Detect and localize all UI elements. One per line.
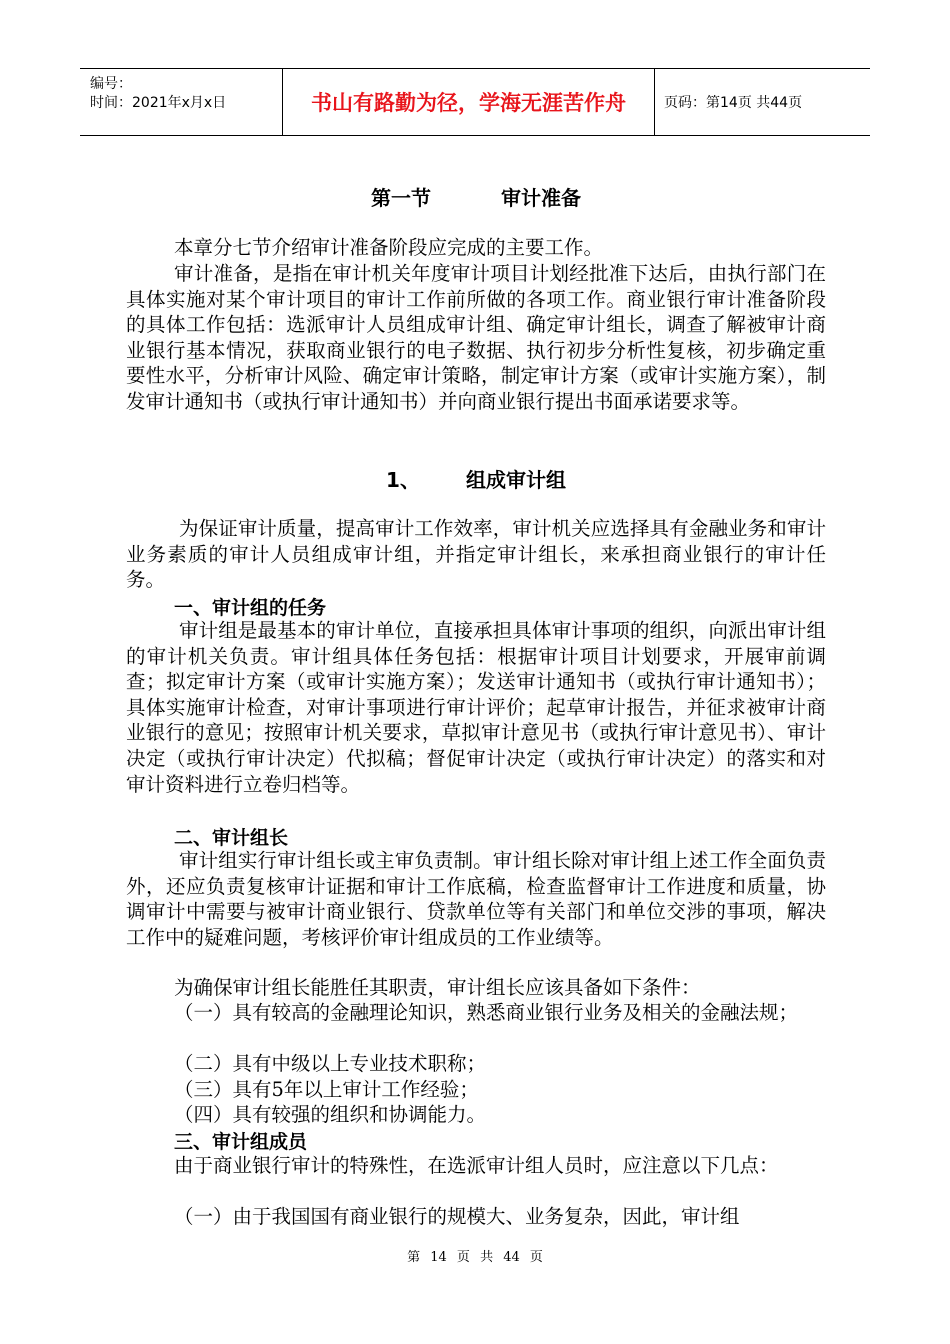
- member-item-1: （一）由于我国国有商业银行的规模大、业务复杂，因此，审计组: [174, 1205, 740, 1228]
- heading-number: 1、: [386, 468, 420, 492]
- condition-item-1: （一）具有较高的金融理论知识，熟悉商业银行业务及相关的金融法规；: [174, 1001, 799, 1024]
- section-title: [126, 182, 826, 211]
- paragraph-leader-body: 审计组实行审计组长或主审负责制。审计组长除对审计组上述工作全面负责外，还应负责复核审计证据和审计工作底稿，检查监督审计工作进度和质量，协调审计中需要与被审计商业银行、贷款单位等有关部门和单位交涉的事项，解决工作中的疑难问题，考核评价审计组成员的工作业绩等。: [126, 849, 826, 949]
- header-page-label: 页码：第14页 共44页: [664, 95, 803, 111]
- header-motto: 书山有路勤为径，学海无涯苦作舟: [282, 69, 655, 135]
- header-meta: [80, 69, 282, 135]
- paragraph-member-body: 由于商业银行审计的特殊性，在选派审计组人员时，应注意以下几点：: [174, 1154, 779, 1177]
- condition-item-2: （二）具有中级以上专业技术职称；: [174, 1052, 487, 1075]
- page-footer: 第 14 页 共 44 页: [407, 1250, 543, 1265]
- header-date: 时间：2021年x月x日: [90, 95, 227, 111]
- paragraph-task-body: 审计组是最基本的审计单位，直接承担具体审计事项的组织，向派出审计组的审计机关负责。审计组具体任务包括：根据审计项目计划要求，开展审前调查；拟定审计方案（或审计实施方案）；发送审计通知书（或执行审计通知书）；具体实施审计检查，对审计事项进行审计评价；起草审计报告，并征求被审计商业银行的意见；按照审计机关要求，草拟审计意见书（或执行审计意见书）、审计决定（或执行审计决定）代拟稿；督促审计决定（或执行审计决定）的落实和对审计资料进行立卷归档等。: [126, 619, 826, 796]
- section-title-text: 审计准备: [501, 186, 581, 210]
- subheading-group-task: 一、审计组的任务: [174, 597, 327, 619]
- condition-item-4: （四）具有较强的组织和协调能力。: [174, 1103, 487, 1126]
- condition-item-3: （三）具有5年以上审计工作经验；: [174, 1078, 479, 1101]
- page-header: [80, 68, 870, 136]
- subheading-group-members: 三、审计组成员: [174, 1131, 308, 1153]
- paragraph-group-intro: 为保证审计质量，提高审计工作效率，审计机关应选择具有金融业务和审计业务素质的审计人员组成审计组，并指定审计组长，来承担商业银行的审计任务。: [126, 517, 826, 592]
- paragraph-definition: 审计准备，是指在审计机关年度审计项目计划经批准下达后，由执行部门在具体实施对某个审计项目的审计工作前所做的各项工作。商业银行审计准备阶段的具体工作包括：选派审计人员组成审计组、确定审计组长，调查了解被审计商业银行基本情况，获取商业银行的电子数据、执行初步分析性复核，初步确定重要性水平，分析审计风险、确定审计策略，制定审计方案（或审计实施方案），制发审计通知书（或执行审计通知书）并向商业银行提出书面承诺要求等。: [126, 262, 826, 413]
- header-number: 编号：: [90, 76, 132, 92]
- paragraph-intro: 本章分七节介绍审计准备阶段应完成的主要工作。: [174, 236, 604, 259]
- subheading-group-leader: 二、审计组长: [174, 827, 289, 849]
- heading-form-group: [126, 464, 826, 493]
- heading-text: 组成审计组: [465, 468, 566, 492]
- section-title-number: 第一节: [371, 186, 431, 210]
- paragraph-leader-conditions: 为确保审计组长能胜任其职责，审计组长应该具备如下条件：: [174, 976, 701, 999]
